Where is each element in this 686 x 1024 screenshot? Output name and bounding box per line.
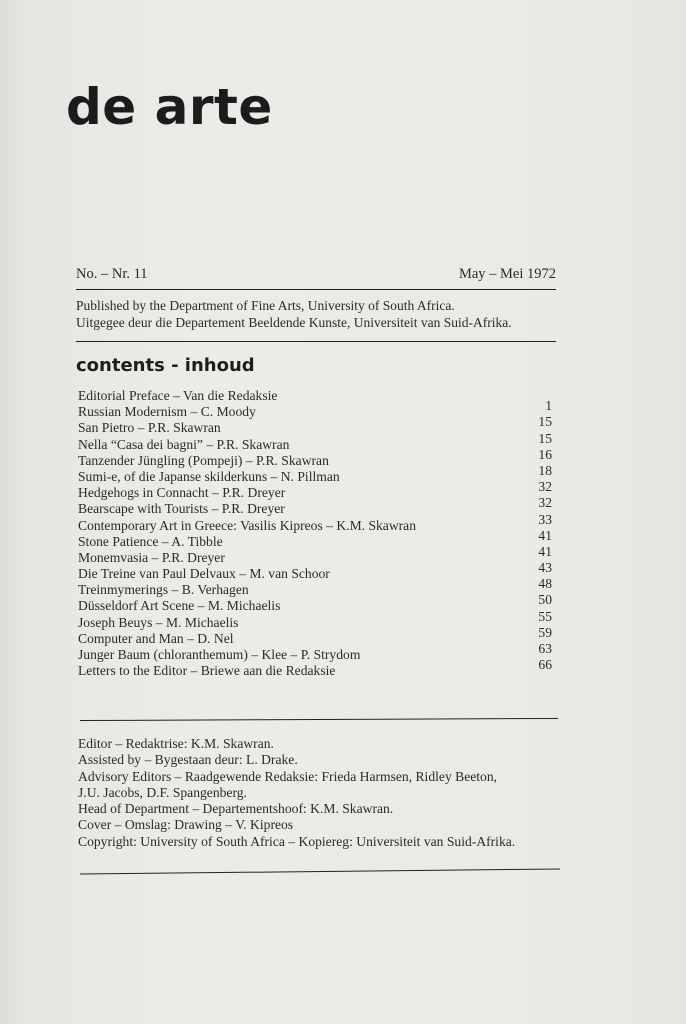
- toc-entry-page: 59: [538, 624, 552, 640]
- toc-entry: [78, 388, 552, 404]
- toc-entry: [78, 592, 552, 614]
- toc-entry: [78, 576, 552, 598]
- issue-number: No. – Nr. 11: [76, 266, 148, 282]
- toc-entry-page: 50: [538, 592, 552, 608]
- toc-entry: [78, 624, 552, 647]
- credit-line: Editor – Redaktrise: K.M. Skawran.: [78, 736, 274, 751]
- toc-entry-page: 43: [538, 560, 552, 576]
- toc-entry-title: Stone Patience – A. Tibble: [78, 533, 223, 549]
- toc-entry: [78, 641, 552, 663]
- toc-entry: [78, 495, 552, 517]
- issue-date: May – Mei 1972: [458, 266, 556, 282]
- publisher-afrikaans: Uitgegee deur die Departement Beeldende Kunste, Universiteit van Suid-Afrika.: [76, 315, 512, 330]
- rule-under-contents: [80, 718, 558, 721]
- toc-entry-page: 18: [538, 462, 552, 478]
- toc-entry-page: 66: [538, 657, 552, 673]
- toc-entry: [78, 446, 552, 469]
- contents-heading: contents - inhoud: [76, 355, 255, 376]
- toc-entry: [78, 479, 552, 501]
- toc-entry: [78, 398, 552, 420]
- editorial-credits: [78, 736, 568, 850]
- toc-entry-page: 32: [538, 479, 552, 495]
- credit-line: Advisory Editors – Raadgewende Redaksie: Frieda Harmsen, Ridley Beeton,: [78, 768, 498, 784]
- credit-line: J.U. Jacobs, D.F. Spangenberg.: [78, 784, 247, 800]
- toc-entry: [78, 430, 552, 453]
- toc-entry-page: 1: [545, 398, 552, 414]
- rule-under-issue: [76, 289, 556, 290]
- toc-entry-title: Editorial Preface – Van die Redaksie: [78, 388, 278, 403]
- toc-entry-title: San Pietro – P.R. Skawran: [78, 420, 221, 436]
- toc-entry-page: 16: [538, 446, 552, 462]
- toc-entry-title: Joseph Beuys – M. Michaelis: [78, 614, 239, 630]
- toc-entry-page: 41: [538, 527, 552, 543]
- toc-entry-title: Junger Baum (chloranthemum) – Klee – P. Strydom: [78, 647, 361, 662]
- credit-line: Copyright: University of South Africa – Kopiereg: Universiteit van Suid-Afrika.: [78, 833, 516, 849]
- toc-entry-page: 33: [538, 511, 552, 527]
- toc-entry-title: Computer and Man – D. Nel: [78, 630, 234, 646]
- publisher-english: Published by the Department of Fine Arts, University of South Africa.: [76, 298, 455, 313]
- toc-entry: [78, 527, 552, 550]
- toc-entry-page: 41: [538, 543, 552, 559]
- toc-entry-page: 48: [538, 576, 552, 592]
- toc-entry-title: Russian Modernism – C. Moody: [78, 404, 256, 420]
- toc-entry: [78, 414, 552, 436]
- rule-under-credits: [80, 868, 560, 874]
- toc-entry-page: 63: [538, 641, 552, 656]
- toc-entry: [78, 462, 552, 485]
- toc-entry-title: Düsseldorf Art Scene – M. Michaelis: [78, 598, 281, 614]
- publisher-statement: [76, 297, 512, 331]
- toc-entry-title: Die Treine van Paul Delvaux – M. van Schoor: [78, 566, 330, 582]
- credit-line: Assisted by – Bygestaan deur: L. Drake.: [78, 752, 298, 768]
- toc-entry-title: Nella “Casa dei bagni” – P.R. Skawran: [78, 436, 290, 452]
- masthead-title: de arte: [66, 78, 273, 136]
- toc-entry-title: Monemvasia – P.R. Dreyer: [78, 549, 225, 565]
- toc-entry-page: 15: [538, 414, 552, 430]
- toc-entry: [78, 543, 552, 566]
- toc-entry: [78, 608, 552, 631]
- toc-entry: [78, 657, 552, 679]
- credit-line: Cover – Omslag: Drawing – V. Kipreos: [78, 817, 294, 833]
- table-of-contents: [78, 388, 552, 679]
- toc-entry-title: Sumi-e, of die Japanse skilderkuns – N. Pillman: [78, 468, 340, 484]
- toc-entry-title: Hedgehogs in Connacht – P.R. Dreyer: [78, 485, 286, 501]
- rule-under-publisher: [76, 341, 556, 342]
- toc-entry-page: 55: [538, 608, 552, 624]
- toc-entry-page: 32: [538, 495, 552, 511]
- toc-entry-title: Tanzender Jüngling (Pompeji) – P.R. Skawran: [78, 452, 329, 468]
- toc-entry-title: Contemporary Art in Greece: Vasilis Kipreos – K.M. Skawran: [78, 517, 417, 533]
- toc-entry-title: Treinmymerings – B. Verhagen: [78, 582, 249, 598]
- credit-line: Head of Department – Departementshoof: K.M. Skawran.: [78, 801, 394, 817]
- toc-entry-title: Bearscape with Tourists – P.R. Dreyer: [78, 501, 285, 517]
- toc-entry: [78, 511, 552, 534]
- toc-entry-title: Letters to the Editor – Briewe aan die Redaksie: [78, 663, 336, 679]
- toc-entry: [78, 560, 552, 582]
- toc-entry-page: 15: [538, 430, 552, 446]
